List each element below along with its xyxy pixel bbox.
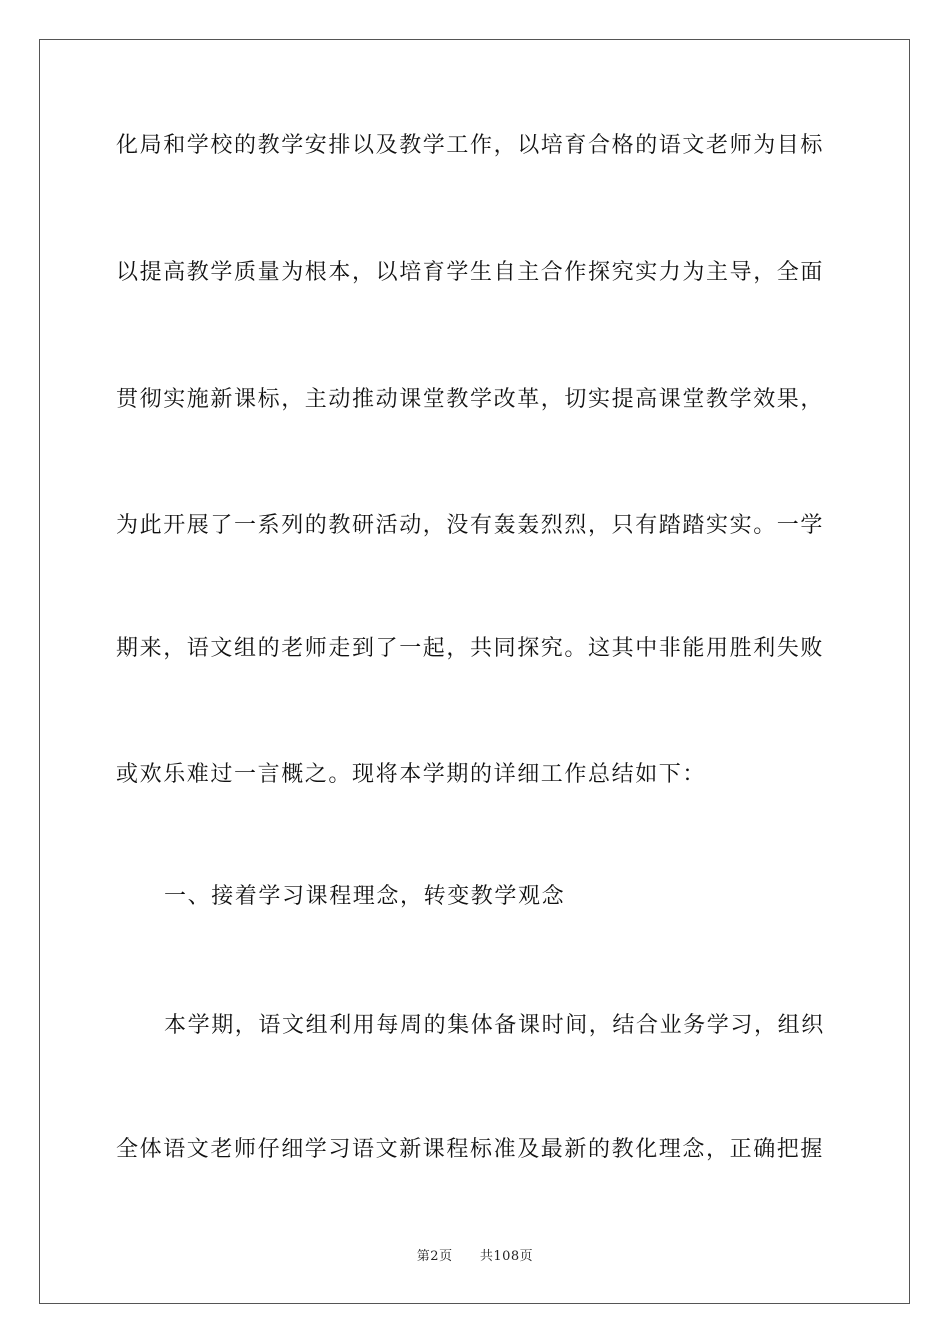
paragraph-start-line: 本学期，语文组利用每周的集体备课时间，结合业务学习，组织 xyxy=(164,1013,825,1038)
section-heading: 一、接着学习课程理念，转变教学观念 xyxy=(164,884,566,909)
body-text-line: 为此开展了一系列的教研活动，没有轰轰烈烈，只有踏踏实实。一学 xyxy=(116,513,825,538)
page-border xyxy=(39,39,910,1304)
body-text-line: 贯彻实施新课标，主动推动课堂教学改革，切实提高课堂教学效果， xyxy=(116,387,825,412)
body-text-line: 期来，语文组的老师走到了一起，共同探究。这其中非能用胜利失败 xyxy=(116,636,825,661)
body-text-line: 化局和学校的教学安排以及教学工作，以培育合格的语文老师为目标 xyxy=(116,133,825,158)
page-number: 第2页 xyxy=(416,1249,453,1264)
total-pages: 共108页 xyxy=(479,1249,534,1264)
body-text-line: 或欢乐难过一言概之。现将本学期的详细工作总结如下： xyxy=(116,762,707,787)
body-text-line: 全体语文老师仔细学习语文新课程标准及最新的教化理念，正确把握 xyxy=(116,1137,825,1162)
body-text-line: 以提高教学质量为根本，以培育学生自主合作探究实力为主导，全面 xyxy=(116,260,825,285)
page-footer xyxy=(0,1248,950,1266)
